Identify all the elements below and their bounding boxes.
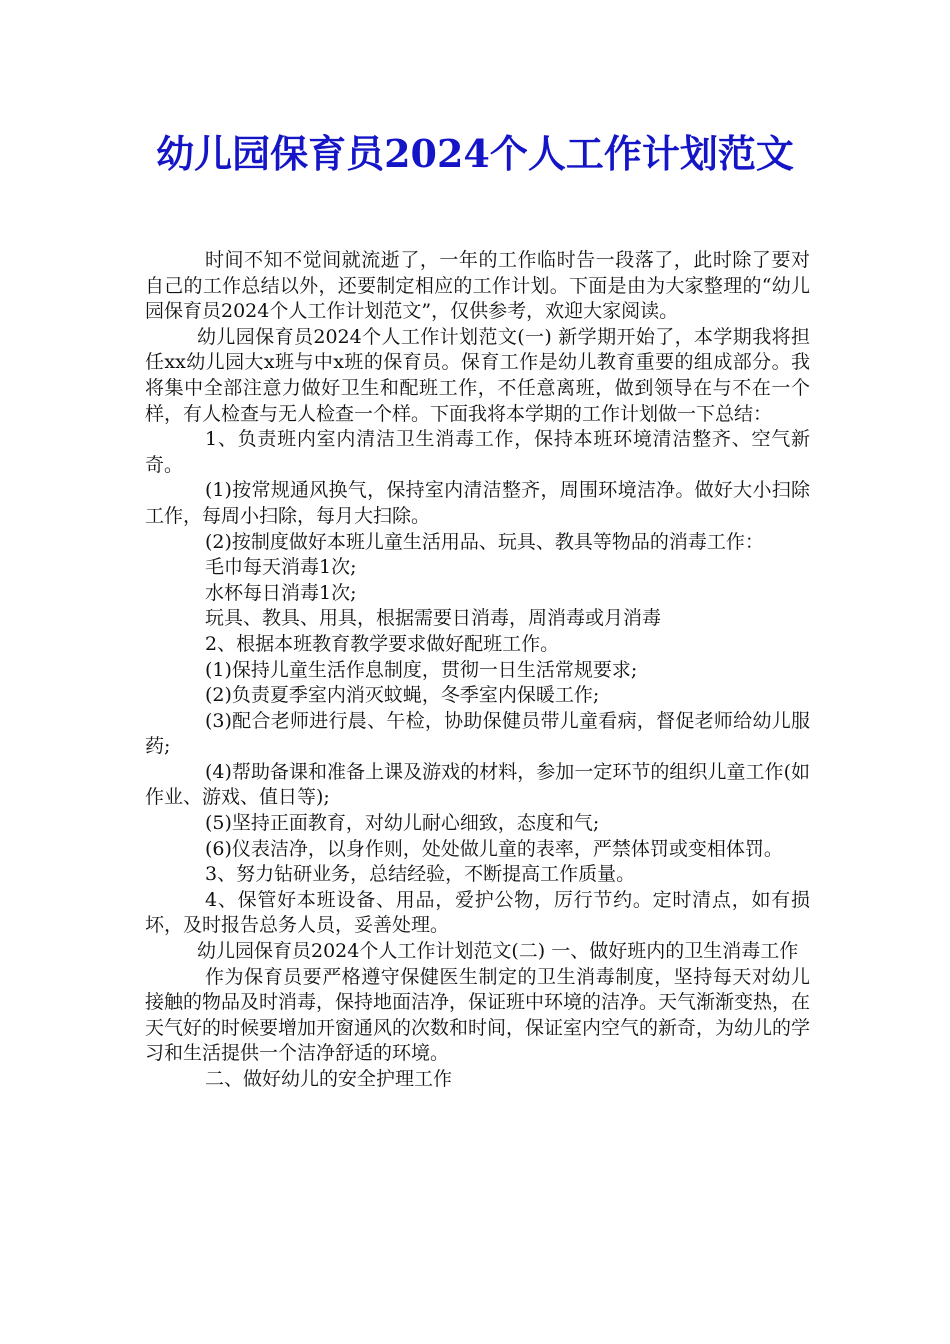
paragraph-plan-one: 幼儿园保育员2024个人工作计划范文(一) 新学期开始了，本学期我将担任xx幼儿园大x班与中x班的保育员。保育工作是幼儿教育重要的组成部分。我将集中全部注意力做好卫生和配班工作，不任意离班，做到领导在与不在一个样，有人检查与无人检查一个样。下面我将本学期的工作计划做一下总结： <box>145 325 810 425</box>
paragraph-hygiene: 作为保育员要严格遵守保健医生制定的卫生消毒制度，坚持每天对幼儿接触的物品及时消毒，保持地面洁净，保证班中环境的洁净。天气渐渐变热，在天气好的时候要增加开窗通风的次数和时间，保证室内空气的新奇，为幼儿的学习和生活提供一个洁净舒适的环境。 <box>145 965 811 1065</box>
paragraph-item-1-2: (2)按制度做好本班儿童生活用品、玩具、教具等物品的消毒工作： <box>205 530 764 553</box>
paragraph-item-3: 3、努力钻研业务，总结经验，不断提高工作质量。 <box>205 863 636 886</box>
paragraph-intro: 时间不知不觉间就流逝了，一年的工作临时告一段落了，此时除了要对自己的工作总结以外，还要制定相应的工作计划。下面是由为大家整理的“幼儿园保育员2024个人工作计划范文”，仅供参考，欢迎大家阅读。 <box>145 249 810 323</box>
paragraph-item-1-1: (1)按常规通风换气，保持室内清洁整齐，周围环境洁净。做好大小扫除工作，每周小扫除，每月大扫除。 <box>145 479 810 527</box>
paragraph-safety-heading: 二、做好幼儿的安全护理工作 <box>205 1068 453 1090</box>
paragraph-item-2-6: (6)仪表洁净，以身作则，处处做儿童的表率，严禁体罚或变相体罚。 <box>205 837 783 860</box>
paragraph-towel: 毛巾每天消毒1次; <box>205 556 357 579</box>
paragraph-item-2-2: (2)负责夏季室内消灭蚊蝇，冬季室内保暖工作; <box>205 684 600 707</box>
paragraph-item-2-4: (4)帮助备课和准备上课及游戏的材料，参加一定环节的组织儿童工作(如作业、游戏、值日等); <box>145 760 810 809</box>
paragraph-plan-two: 幼儿园保育员2024个人工作计划范文(二) 一、做好班内的卫生消毒工作 <box>197 940 799 963</box>
paragraph-item-2-5: (5)坚持正面教育，对幼儿耐心细致，态度和气; <box>205 812 600 835</box>
paragraph-item-1: 1、负责班内室内清洁卫生消毒工作，保持本班环境清洁整齐、空气新奇。 <box>145 428 810 476</box>
paragraph-item-4: 4、保管好本班设备、用品，爱护公物，厉行节约。定时清点，如有损坏，及时报告总务人员，妥善处理。 <box>145 888 810 937</box>
document-body <box>145 248 810 1093</box>
paragraph-toys: 玩具、教具、用具，根据需要日消毒，周消毒或月消毒 <box>205 607 662 630</box>
paragraph-item-2-3: (3)配合老师进行晨、午检，协助保健员带儿童看病，督促老师给幼儿服药; <box>145 709 810 758</box>
document-title: 幼儿园保育员2024个人工作计划范文 <box>156 131 794 176</box>
paragraph-item-2-1: (1)保持儿童生活作息制度，贯彻一日生活常规要求; <box>205 658 638 681</box>
paragraph-item-2: 2、根据本班教育教学要求做好配班工作。 <box>205 632 560 655</box>
paragraph-cup: 水杯每日消毒1次; <box>205 581 357 604</box>
